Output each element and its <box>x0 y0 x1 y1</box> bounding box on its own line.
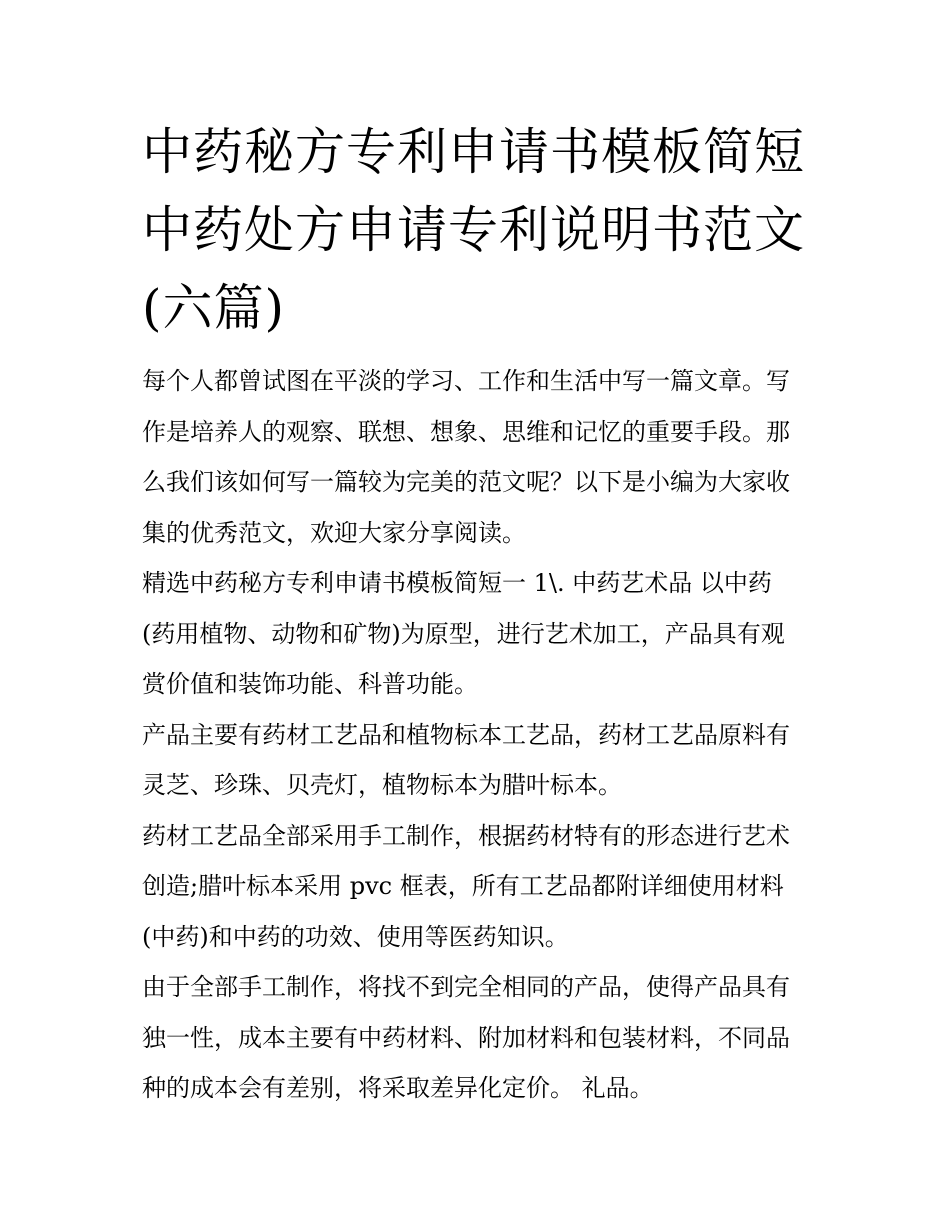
text-line: 作是培养人的观察、联想、想象、思维和记忆的重要手段。那 <box>142 417 790 446</box>
craft-paragraph <box>142 811 822 963</box>
document-title <box>142 113 822 347</box>
document-body <box>142 356 822 1114</box>
text-line: 集的优秀范文，欢迎大家分享阅读。 <box>142 518 526 547</box>
text-line: 独一性，成本主要有中药材料、附加材料和包装材料，不同品 <box>142 1023 790 1052</box>
text-line: 灵芝、珍珠、贝壳灯，植物标本为腊叶标本。 <box>142 771 622 799</box>
text-line: 创造;腊叶标本采用 pvc 框表，所有工艺品都附详细使用材料 <box>142 872 784 900</box>
intro-paragraph <box>142 356 822 558</box>
section-paragraph <box>142 558 822 710</box>
text-line: 由于全部手工制作，将找不到完全相同的产品，使得产品具有 <box>142 973 790 1001</box>
text-line: 么我们该如何写一篇较为完美的范文呢？以下是小编为大家收 <box>142 468 790 496</box>
title-line: 中药处方申请专利说明书范文 <box>142 201 805 259</box>
text-line: 产品主要有药材工艺品和植物标本工艺品，药材工艺品原料有 <box>142 720 790 749</box>
text-line: (药用植物、动物和矿物)为原型，进行艺术加工，产品具有观 <box>142 619 785 648</box>
text-line: 种的成本会有差别，将采取差异化定价。 礼品。 <box>142 1074 654 1102</box>
title-line: (六篇) <box>142 279 286 337</box>
products-paragraph <box>142 710 822 811</box>
text-line: (中药)和中药的功效、使用等医药知识。 <box>142 922 569 951</box>
title-line: 中药秘方专利申请书模板简短 <box>142 123 805 181</box>
text-line: 药材工艺品全部采用手工制作，根据药材特有的形态进行艺术 <box>142 821 790 850</box>
text-line: 每个人都曾试图在平淡的学习、工作和生活中写一篇文章。写 <box>142 367 790 395</box>
text-line: 赏价值和装饰功能、科普功能。 <box>142 670 478 698</box>
pricing-paragraph <box>142 962 822 1114</box>
text-line: 精选中药秘方专利申请书模板简短一 1\. 中药艺术品 以中药 <box>142 569 772 597</box>
